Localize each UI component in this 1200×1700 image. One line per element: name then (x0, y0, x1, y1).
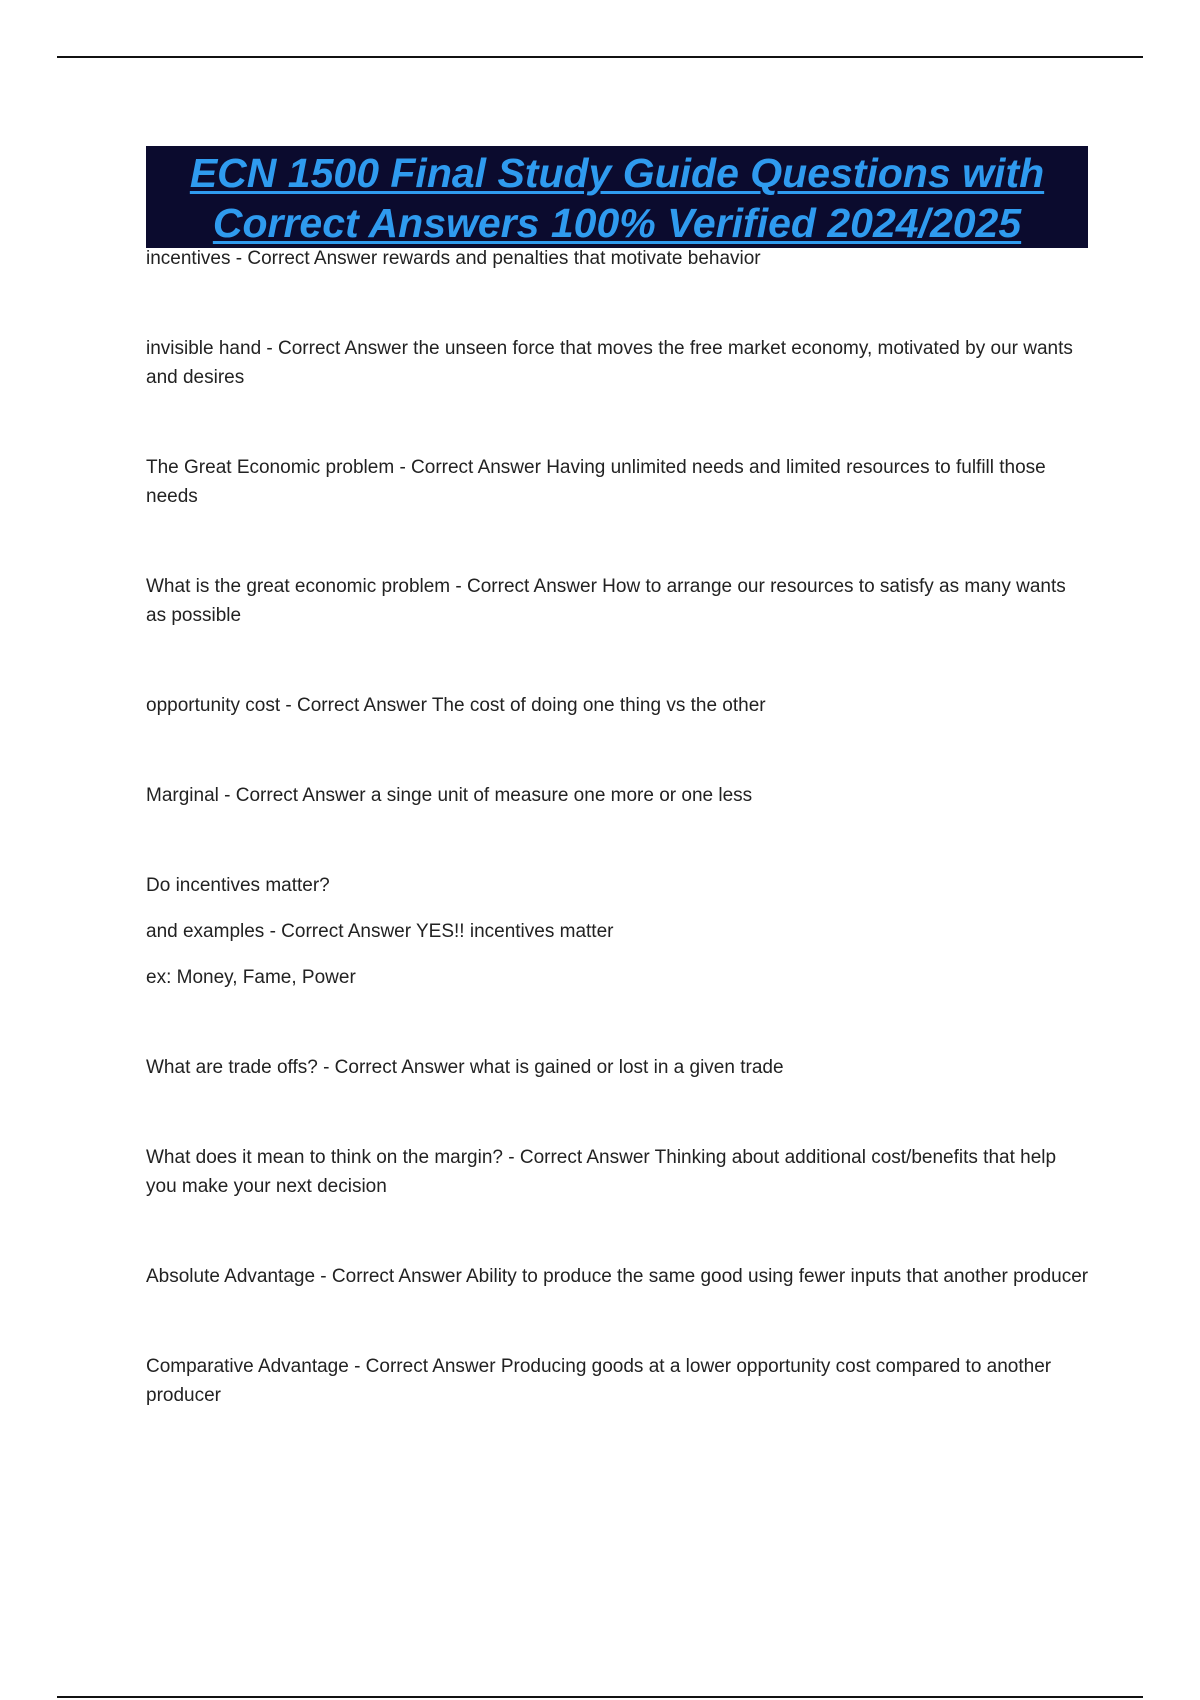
entry-great-economic-problem: The Great Economic problem - Correct Answer Having unlimited needs and limited resources to fulfill those needs (146, 457, 1046, 507)
entry-invisible-hand: invisible hand - Correct Answer the unseen force that moves the free market economy, motivated by our wants and desires (146, 338, 1073, 388)
title-line-2: Correct Answers 100% Verified 2024/2025 (212, 200, 1022, 246)
study-guide-entries (146, 244, 1091, 1410)
entry-incentives-ex: ex: Money, Fame, Power (146, 967, 356, 988)
entry-what-is-great-economic-problem: What is the great economic problem - Correct Answer How to arrange our resources to satisfy as many wants as possible (146, 576, 1066, 626)
title-banner (146, 146, 1088, 248)
entry-marginal: Marginal - Correct Answer a singe unit of measure one more or one less (146, 785, 753, 806)
entry-comparative-advantage: Comparative Advantage - Correct Answer Producing goods at a lower opportunity cost compared to another producer (146, 1356, 1052, 1406)
entry-think-on-margin: What does it mean to think on the margin? - Correct Answer Thinking about additional cost/benefits that help you make your next decision (146, 1147, 1057, 1197)
entry-incentives-examples: and examples - Correct Answer YES!! incentives matter (146, 921, 614, 942)
bottom-rule (57, 1696, 1143, 1698)
top-rule (57, 56, 1143, 58)
entry-incentives: incentives - Correct Answer rewards and penalties that motivate behavior (146, 248, 761, 269)
entry-do-incentives-matter: Do incentives matter? (146, 875, 330, 896)
entry-absolute-advantage: Absolute Advantage - Correct Answer Ability to produce the same good using fewer inputs that another producer (146, 1266, 1089, 1287)
entry-trade-offs: What are trade offs? - Correct Answer what is gained or lost in a given trade (146, 1057, 784, 1078)
title-line-1: ECN 1500 Final Study Guide Questions with (189, 150, 1045, 196)
entry-opportunity-cost: opportunity cost - Correct Answer The cost of doing one thing vs the other (146, 695, 766, 716)
